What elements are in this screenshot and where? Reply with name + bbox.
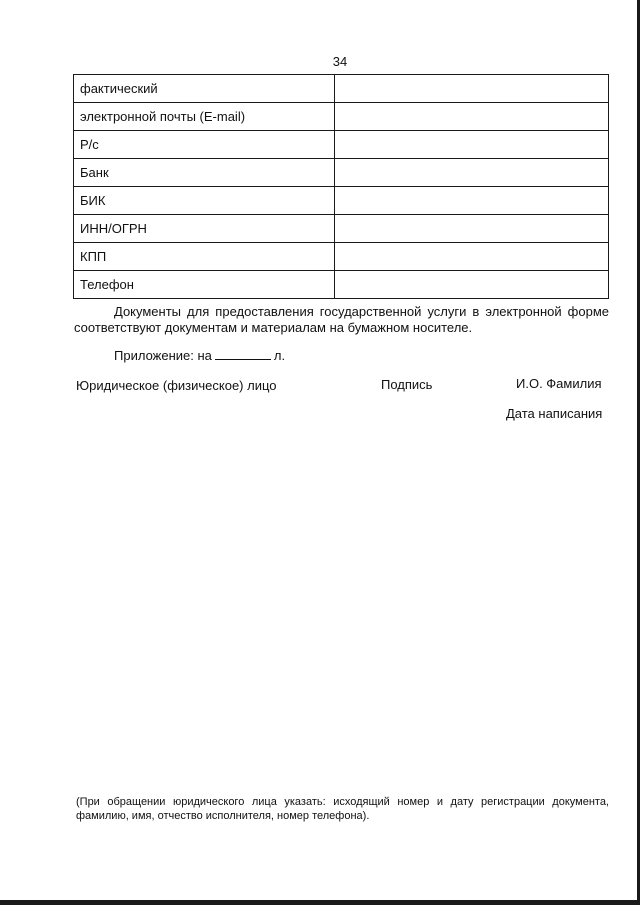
table-row [74,103,609,131]
row-value [335,159,609,187]
requisites-table [73,74,609,299]
attachment-suffix: л. [273,348,286,363]
row-value [335,271,609,299]
table-row [74,187,609,215]
row-label: Телефон [74,271,335,299]
signature-label: Подпись [381,377,433,392]
table-row [74,243,609,271]
signature-name: И.О. Фамилия [516,376,602,391]
table-row [74,131,609,159]
row-value [335,215,609,243]
attachment-blank [215,348,271,360]
row-value [335,187,609,215]
row-label: электронной почты (E-mail) [74,103,335,131]
page-number: 34 [332,54,348,69]
statement-paragraph: Документы для предоставления государственной услуги в электронной форме соответствуют документам и материалам на бумажном носителе. [74,304,609,335]
signature-entity: Юридическое (физическое) лицо [76,378,277,393]
row-value [335,243,609,271]
row-label: БИК [74,187,335,215]
table-row [74,271,609,299]
table-row [74,75,609,103]
row-label: ИНН/ОГРН [74,215,335,243]
row-value [335,103,609,131]
attachment-prefix: Приложение: на [114,348,212,363]
scan-border-bottom [0,900,640,905]
signature-date: Дата написания [506,406,603,421]
attachment-line [114,348,285,363]
row-label: КПП [74,243,335,271]
table-row [74,159,609,187]
table-row [74,215,609,243]
row-label: Банк [74,159,335,187]
row-label: фактический [74,75,335,103]
row-value [335,75,609,103]
row-value [335,131,609,159]
footnote: (При обращении юридического лица указать: исходящий номер и дату регистрации документа, фамилию, имя, отчество исполнителя, номер телефона). [76,796,609,822]
row-label: Р/с [74,131,335,159]
